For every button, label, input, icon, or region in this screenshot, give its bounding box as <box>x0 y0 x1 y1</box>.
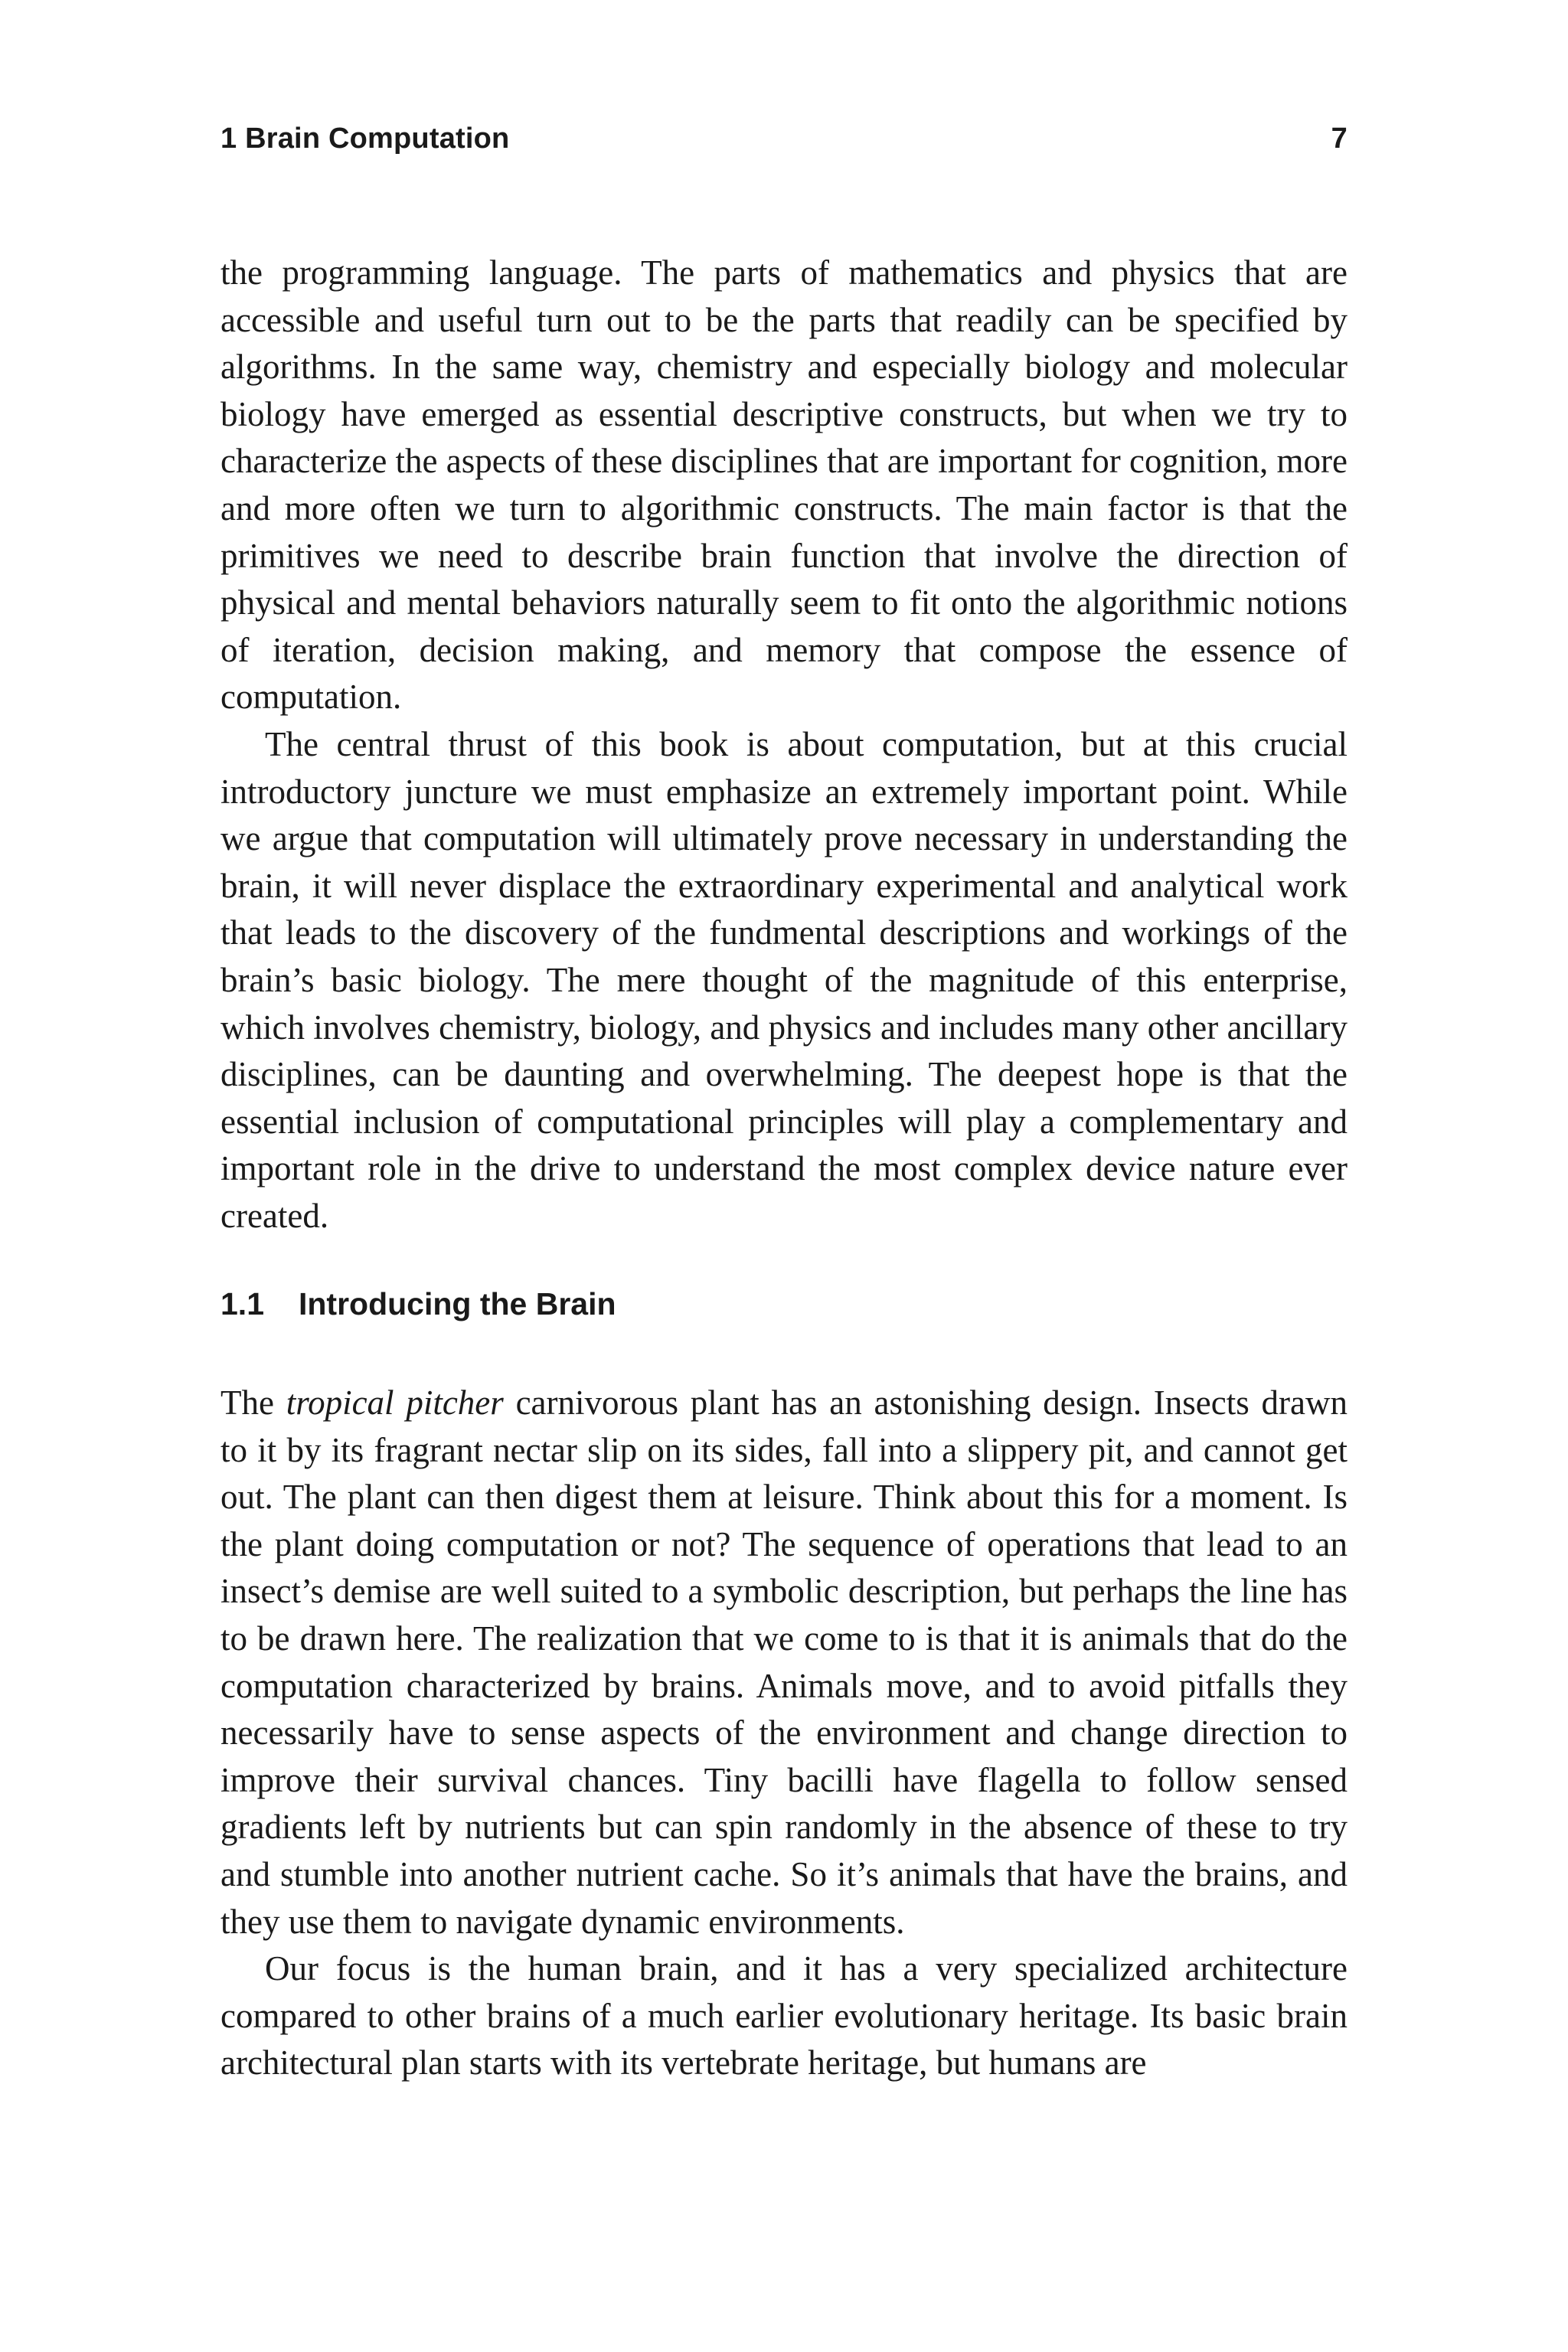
paragraph-pitcher-start: The <box>220 1383 286 1422</box>
paragraph-pitcher-rest: carnivorous plant has an astonishing design. Insects drawn to it by its fragrant nectar slip on its sides, fall into a slippery pit, and cannot get out. The plant can then digest them at leisure. Think about this for a moment. Is the plant doing computation or not? The sequence of operations that lead to an insect’s demise are well suited to a symbolic description, but perhaps the line has to be drawn here. The realization that we come to is that it is animals that do the computation characterized by brains. Animals move, and to avoid pitfalls they necessarily have to sense aspects of the environment and change direction to improve their survival chances. Tiny bacilli have flagella to follow sensed gradients left by nutrients but can spin randomly in the absence of these to try and stumble into another nutrient cache. So it’s animals that have the brains, and they use them to navigate dynamic environments. <box>220 1383 1348 1941</box>
section-heading <box>220 1286 1348 1322</box>
running-head <box>220 122 1348 161</box>
chapter-title: 1 Brain Computation <box>220 122 510 155</box>
body-text-top <box>220 250 1348 1240</box>
paragraph-pitcher-plant <box>220 1380 1348 1945</box>
section-title: Introducing the Brain <box>299 1286 616 1321</box>
body-text-section <box>220 1380 1348 2087</box>
paragraph-continued: the programming language. The parts of mathematics and physics that are accessible and useful turn out to be the parts that readily can be specified by algorithms. In the same way, chemistry and especially biology and molecular biology have emerged as essential descriptive constructs, but when we try to characterize the aspects of these disciplines that are important for cognition, more and more often we turn to algorithmic constructs. The main factor is that the primitives we need to describe brain function that involve the direction of physical and mental behaviors naturally seem to fit onto the algorithmic notions of iteration, decision making, and memory that compose the essence of computation. <box>220 253 1348 717</box>
paragraph-human-brain: Our focus is the human brain, and it has a very specialized architecture compared to other brains of a much earlier evolutionary heritage. Its basic brain architectural plan starts with its vertebrate heritage, but humans are <box>220 1949 1348 2082</box>
section-number: 1.1 <box>220 1286 264 1321</box>
italic-term: tropical pitcher <box>286 1383 504 1422</box>
paragraph-central-thrust: The central thrust of this book is about computation, but at this crucial introductory juncture we must emphasize an extremely important point. While we argue that computation will ultimately prove necessary in understanding the brain, it will never displace the extraordinary experimental and analytical work that leads to the discovery of the fundmental descriptions and workings of the brain’s basic biology. The mere thought of the magnitude of this enterprise, which involves chemistry, biology, and physics and includes many other ancillary disciplines, can be daunting and overwhelming. The deepest hope is that the essential inclusion of computational principles will play a complementary and important role in the drive to understand the most complex device nature ever created. <box>220 724 1348 1235</box>
page-number: 7 <box>1331 122 1348 155</box>
